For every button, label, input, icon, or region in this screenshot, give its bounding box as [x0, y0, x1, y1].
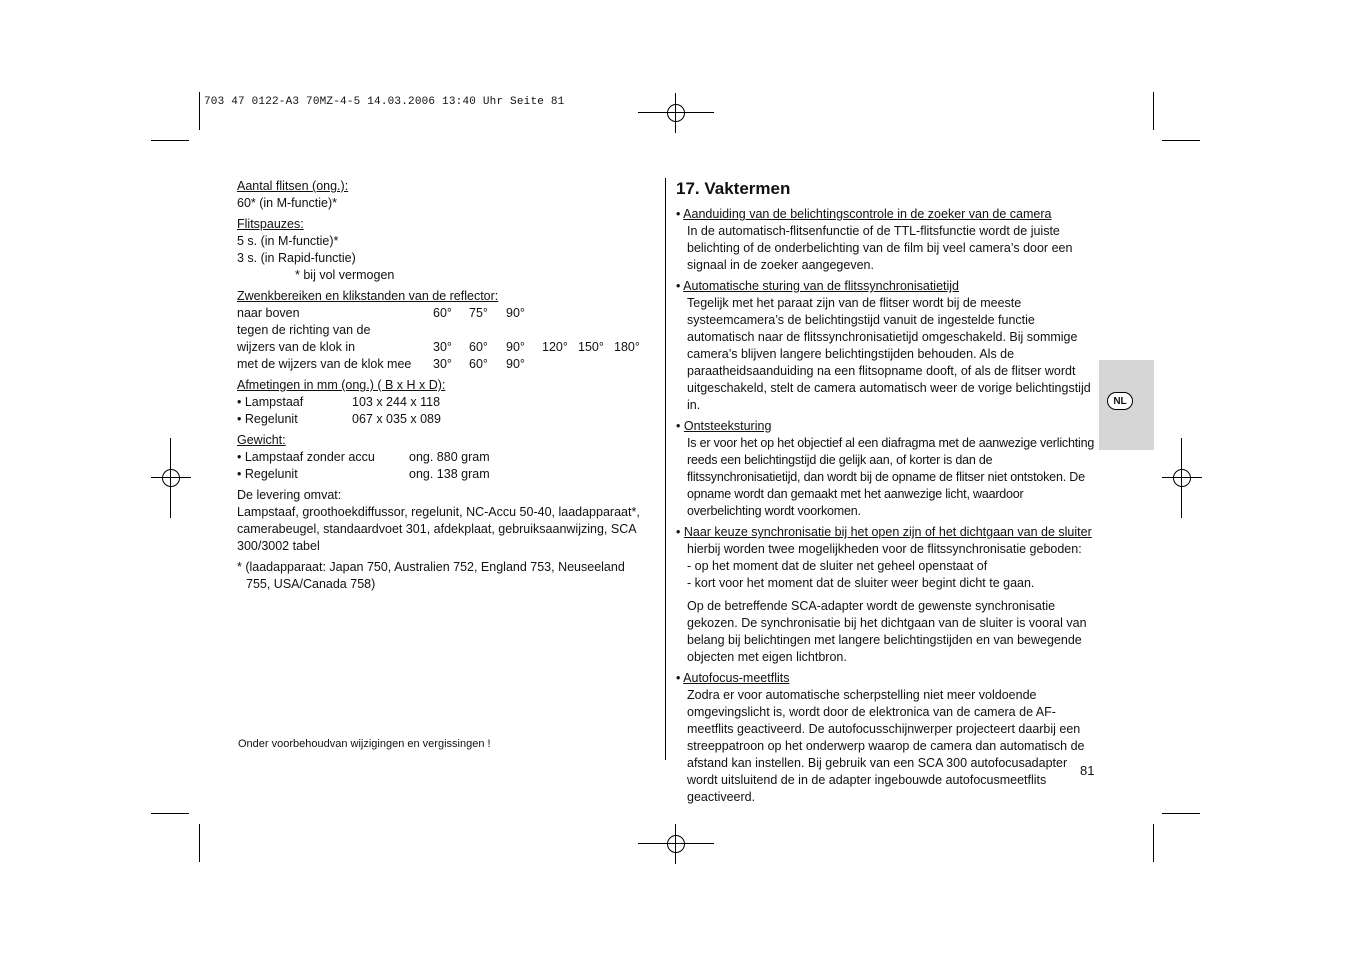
swivel-row: [237, 305, 647, 322]
glossary-definition: Is er voor het op het objectief al een diafragma met de aanwezige verlichting reeds een belichtingstijd die gelijk aan, of korter is dan de flitssynchronisatietijd, dan wordt bij de opname de flitser niet ontstoken. De opname wordt dan gemaakt met het aanwezige licht, waardoor overbelichting wordt voorkomen.: [687, 436, 1095, 518]
delivery-title: De levering omvat:: [237, 488, 342, 502]
flash-count-title: Aantal flitsen (ong.):: [237, 179, 349, 193]
glossary-term: Naar keuze synchronisatie bij het open zijn of het dichtgaan van de sluiter: [683, 525, 1092, 539]
pause-note: * bij vol vermogen: [295, 268, 395, 282]
dimensions-value: 103 x 244 x 118: [352, 395, 441, 409]
registration-mark-icon: [656, 93, 696, 133]
registration-mark-icon: [1162, 458, 1202, 498]
glossary-definition: - op het moment dat de sluiter net geheel openstaat of: [687, 559, 988, 573]
flash-count-value: 60* (in M-functie)*: [237, 196, 338, 210]
crop-mark: [1162, 140, 1200, 141]
dimensions-title: Afmetingen in mm (ong.) ( B x H x D):: [237, 378, 446, 392]
glossary-definition: In de automatisch-flitsenfunctie of de TTL-flitsfunctie wordt de juiste belichting of de onderbelichting van de film bij veel camera’s door een signaal in de zoeker aangegeven.: [687, 224, 1073, 272]
swivel-row: [237, 339, 647, 356]
swivel-label: naar boven: [237, 306, 300, 320]
dimensions-row: [237, 394, 647, 411]
glossary-item: • Automatische sturing van de flitssynchronisatietijd Tegelijk met het paraat zijn van de flitser wordt bij de meeste systeemcamera’s de belichtingstijd vanuit de ingestelde functie automatisch naar de flitssynchronisatietijd omgeschakeld. Bij sommige camera’s blijven langere belichtingstijden behouden. Als de paraatheidsaanduiding na een flitsopname dooft, of als de flitser wordt uitgeschakeld, stelt de camera automatisch weer de vorige belichtingstijd in.: [676, 278, 1101, 414]
disclaimer: Onder voorbehoudvan wijzigingen en vergissingen !: [238, 738, 491, 750]
weight-row: [237, 466, 647, 483]
swivel-value: 60°: [469, 340, 488, 354]
column-divider: [665, 178, 666, 760]
glossary-column: [676, 178, 1101, 810]
crop-mark: [1153, 824, 1154, 862]
glossary-definition: hierbij worden twee mogelijkheden voor de flitssynchronisatie geboden:: [687, 542, 1082, 556]
glossary-definition: Tegelijk met het paraat zijn van de flitser wordt bij de meeste systeemcamera’s de belichtingstijd vanuit de ingestelde functie automatisch naar de flitssynchronisatietijd omgeschakeld. Bij sommige camera’s blijven langere belichtingstijden behouden. Als de paraatheidsaanduiding na een flitsopname dooft, of als de flitser wordt uitgeschakeld, stelt de camera automatisch weer de vorige belichtingstijd in.: [687, 296, 1091, 412]
crop-mark: [199, 92, 200, 130]
swivel-value: 150°: [578, 340, 604, 354]
glossary-definition: - kort voor het moment dat de sluiter weer begint dicht te gaan.: [687, 576, 1035, 590]
delivery-text: Lampstaaf, groothoekdiffussor, regelunit, NC-Accu 50-40, laadapparaat*, camerabeugel, standaardvoet 301, afdekplaat, gebruiksaanwijzing, SCA 300/3002 tabel: [237, 505, 640, 553]
dimensions-label: • Lampstaaf: [237, 395, 304, 409]
crop-mark: [1153, 92, 1154, 130]
pause-title: Flitspauzes:: [237, 217, 304, 231]
swivel-value: 30°: [433, 357, 452, 371]
swivel-title: Zwenkbereiken en klikstanden van de reflector:: [237, 289, 499, 303]
crop-mark: [1162, 813, 1200, 814]
swivel-value: 90°: [506, 340, 525, 354]
glossary-definition: Zodra er voor automatische scherpstelling niet meer voldoende omgevingslicht is, wordt door de elektronica van de camera de AF-meetflits geactiveerd. De autofocusschijnwerper projecteert daarbij een streeppatroon op het onderwerp waarop de camera dan automatisch de afstand kan instellen. Bij gebruik van een SCA 300 autofocusadapter wordt uitsluitend de in de adapter ingebouwde autofocusmeetflits geactiveerd.: [687, 688, 1085, 804]
weight-value: ong. 138 gram: [409, 467, 490, 481]
crop-mark: [151, 140, 189, 141]
dimensions-row: [237, 411, 647, 428]
swivel-row: [237, 356, 647, 373]
registration-mark-icon: [151, 458, 191, 498]
swivel-value: 120°: [542, 340, 568, 354]
glossary-definition: Op de betreffende SCA-adapter wordt de gewenste synchronisatie gekozen. De synchronisatie bij het dichtgaan van de sluiter is vooral van belang bij belichtingen met langere belichtingstijden en van bewegende objecten met eigen lichtbron.: [687, 599, 1087, 664]
swivel-value: 60°: [433, 306, 452, 320]
swivel-label: met de wijzers van de klok mee: [237, 357, 412, 371]
specifications-column: [237, 178, 647, 593]
dimensions-value: 067 x 035 x 089: [352, 412, 441, 426]
dimensions-label: • Regelunit: [237, 412, 298, 426]
glossary-item: • Naar keuze synchronisatie bij het open zijn of het dichtgaan van de sluiter hierbij worden twee mogelijkheden voor de flitssynchronisatie geboden: - op het moment dat de sluiter net geheel openstaat of - kort voor het moment dat de sluiter weer begint dicht te gaan. Op de betreffende SCA-adapter wordt de gewenste synchronisatie gekozen. De synchronisatie bij het dichtgaan van de sluiter is vooral van belang bij belichtingen met langere belichtingstijden en van bewegende objecten met eigen lichtbron.: [676, 524, 1101, 666]
crop-mark: [151, 813, 189, 814]
glossary-term: Ontsteeksturing: [683, 419, 772, 433]
pause-value: 5 s. (in M-functie)*: [237, 234, 339, 248]
glossary-term: Aanduiding van de belichtingscontrole in de zoeker van de camera: [683, 207, 1052, 221]
glossary-item: • Aanduiding van de belichtingscontrole in de zoeker van de camera In de automatisch-flitsenfunctie of de TTL-flitsfunctie wordt de juiste belichting of de onderbelichting van de film bij veel camera’s door een signaal in de zoeker aangegeven.: [676, 206, 1101, 274]
print-imprint: 703 47 0122-A3 70MZ-4-5 14.03.2006 13:40 Uhr Seite 81: [204, 96, 565, 108]
glossary-term: Automatische sturing van de flitssynchronisatietijd: [683, 279, 960, 293]
swivel-value: 90°: [506, 357, 525, 371]
glossary-term: Autofocus-meetflits: [683, 671, 790, 685]
swivel-value: 75°: [469, 306, 488, 320]
weight-value: ong. 880 gram: [409, 450, 490, 464]
weight-row: [237, 449, 647, 466]
swivel-value: 60°: [469, 357, 488, 371]
swivel-value: 90°: [506, 306, 525, 320]
weight-label: • Lampstaaf zonder accu: [237, 450, 375, 464]
section-heading: 17. Vaktermen: [676, 179, 791, 198]
swivel-value: 30°: [433, 340, 452, 354]
language-badge: NL: [1107, 392, 1133, 410]
page-number: 81: [1080, 763, 1095, 778]
weight-label: • Regelunit: [237, 467, 298, 481]
language-tab: [1099, 360, 1154, 450]
crop-mark: [199, 824, 200, 862]
charger-note: * (laadapparaat: Japan 750, Australien 752, England 753, Neuseeland 755, USA/Canada 758): [237, 560, 625, 591]
weight-title: Gewicht:: [237, 433, 286, 447]
glossary-item: • Ontsteeksturing Is er voor het op het objectief al een diafragma met de aanwezige verlichting reeds een belichtingstijd die gelijk aan, of korter is dan de flitssynchronisatietijd, dan wordt bij de opname de flitser niet ontstoken. De opname wordt dan gemaakt met het aanwezige licht, waardoor overbelichting wordt voorkomen.: [676, 418, 1101, 520]
registration-mark-icon: [656, 824, 696, 864]
swivel-label: wijzers van de klok in: [237, 340, 356, 354]
swivel-value: 180°: [614, 340, 640, 354]
glossary-item: • Autofocus-meetflits Zodra er voor automatische scherpstelling niet meer voldoende omgevingslicht is, wordt door de elektronica van de camera de AF-meetflits geactiveerd. De autofocusschijnwerper projecteert daarbij een streeppatroon op het onderwerp waarop de camera dan automatisch de afstand kan instellen. Bij gebruik van een SCA 300 autofocusadapter wordt uitsluitend de in de adapter ingebouwde autofocusmeetflits geactiveerd.: [676, 670, 1101, 806]
swivel-label: tegen de richting van de: [237, 323, 371, 337]
pause-value: 3 s. (in Rapid-functie): [237, 251, 356, 265]
